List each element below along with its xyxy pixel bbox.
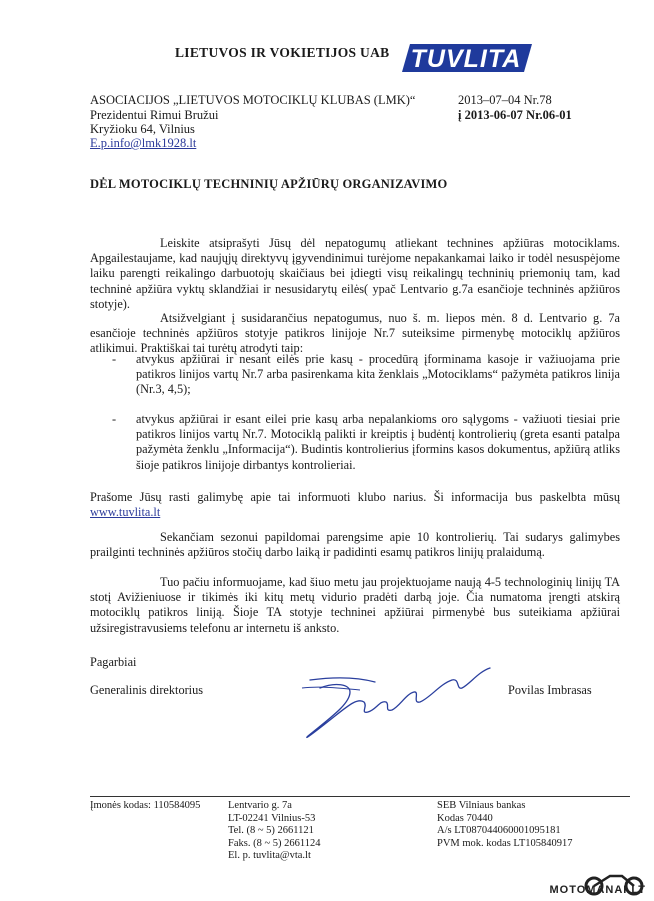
letter-subject: DĖL MOTOCIKLŲ TECHNINIŲ APŽIŪRŲ ORGANIZAVIMO bbox=[90, 177, 448, 191]
bullet-item-2 bbox=[112, 412, 620, 473]
footer-company-code: Įmonės kodas: 110584095 bbox=[90, 800, 201, 811]
footer-contacts bbox=[228, 800, 321, 863]
footer-bank bbox=[437, 800, 573, 850]
footer-tel: Tel. (8 ~ 5) 2661121 bbox=[228, 825, 314, 836]
signatory-position: Generalinis direktorius bbox=[90, 683, 204, 697]
footer-email: El. p. tuvlita@vta.lt bbox=[228, 850, 311, 861]
recipient-email-link[interactable]: E.p.info@lmk1928.lt bbox=[90, 136, 197, 150]
footer-vat: PVM mok. kodas LT105840917 bbox=[437, 837, 573, 849]
footer-divider bbox=[90, 796, 630, 797]
signature-image bbox=[280, 658, 500, 753]
footer-account: A/s LT087044060001095181 bbox=[437, 825, 561, 836]
signatory-name: Povilas Imbrasas bbox=[508, 683, 592, 697]
website-link[interactable]: www.tuvlita.lt bbox=[90, 505, 161, 520]
reference-line1: 2013–07–04 Nr.78 bbox=[458, 93, 552, 107]
recipient-block bbox=[90, 93, 415, 137]
company-name: LIETUVOS IR VOKIETIJOS UAB bbox=[175, 45, 390, 60]
bullet-dash: - bbox=[112, 352, 117, 366]
tuvlita-logo bbox=[402, 42, 534, 79]
bullet-text-1: atvykus apžiūrai ir nesant eilės prie kasų - procedūrą įforminama kasoje ir važiuojama prie patikros linijos vartų Nr.7 arba pasirenkama kita ženklais „Motociklams“ pažymėta patikros linija (Nr.3, 4,5); bbox=[136, 352, 620, 397]
paragraph-3-text: Prašome Jūsų rasti galimybę apie tai informuoti klubo narius. Ši informacija bus paskelbta mūsų bbox=[90, 490, 620, 504]
bullet-dash: - bbox=[112, 412, 117, 426]
reference-line2: į 2013-06-07 Nr.06-01 bbox=[458, 107, 572, 122]
paragraph-1: Leiskite atsiprašyti Jūsų dėl nepatogumų atliekant technines apžiūras motociklams. Apgailestaujame, kad naujųjų direktyvų įgyvendinimui turėjome nepakankamai laiko ir todėl nesuspėjome laiku parengti reikalingo darbuotojų skaičiaus bei įdiegti visų reikalingų techninių priemonių tam, kad techninė apžiūra vyktų sklandžiai ir nesusidarytų eilės( ypač Lentvario g.7a esančioje techninės apžiūros stotyje). bbox=[90, 236, 620, 311]
recipient-line1: ASOCIACIJOS „LIETUVOS MOTOCIKLŲ KLUBAS (LMK)“ bbox=[90, 93, 416, 107]
watermark-text: MOTOMANAI.LT bbox=[549, 884, 646, 896]
bullet-item-1 bbox=[112, 352, 620, 398]
bullet-text-2: atvykus apžiūrai ir esant eilei prie kasų arba nepalankioms oro sąlygoms - važiuoti tiesiai prie patikros linijos vartų Nr.7. Motociklą palikti ir kreiptis į budėntį kontrolierių (greta esanti patalpa pažymėta ženklu „Informacija“). Budintis kontrolierius įformins kasos dokumentus, apžiūrą atliks šioje patikros linijoje dirbantys kontrolieriai. bbox=[136, 412, 620, 472]
footer-address2: LT-02241 Vilnius-53 bbox=[228, 812, 316, 824]
footer-fax: Faks. (8 ~ 5) 2661124 bbox=[228, 837, 321, 849]
footer-address1: Lentvario g. 7a bbox=[228, 800, 292, 811]
paragraph-4: Sekančiam sezonui papildomai parengsime apie 10 kontrolierių. Tai sudarys galimybes prailginti techninės apžiūros stočių darbo laiką ir padidinti esamų patikros linijų pralaidumą. bbox=[90, 530, 620, 560]
paragraph-5: Tuo pačiu informuojame, kad šiuo metu jau projektuojame naują 4-5 technologinių linijų TA stotį Avižieniuose ir tikimės iki kitų metų vidurio pradėti darbą joje. Čia numatoma įrengti atskirą motociklų patikros liniją. Šioje TA stotyje techninei apžiūrai pirmenybė bus suteikiama apžiūrai užsiregistravusiems telefonu ar internetu iš anksto. bbox=[90, 575, 620, 635]
recipient-line3: Kryžioku 64, Vilnius bbox=[90, 122, 195, 136]
footer-bank-code: Kodas 70440 bbox=[437, 812, 493, 824]
paragraph-2: Atsižvelgiant į susidarančius nepatogumus, nuo š. m. liepos mėn. 8 d. Lentvario g. 7a esančioje techninės apžiūros stotyje patikros linijoje Nr.7 suteiksime pirmenybę motociklų apžiūros atlikimui. Praktiškai tai turėtų atrodyti taip: bbox=[90, 311, 620, 356]
closing-regards: Pagarbiai bbox=[90, 655, 137, 669]
footer-bank-name: SEB Vilniaus bankas bbox=[437, 800, 526, 811]
reference-block bbox=[458, 93, 572, 122]
recipient-line2: Prezidentui Rimui Bružui bbox=[90, 107, 219, 122]
paragraph-3 bbox=[90, 490, 620, 520]
svg-text:TUVLITA: TUVLITA bbox=[410, 45, 522, 73]
